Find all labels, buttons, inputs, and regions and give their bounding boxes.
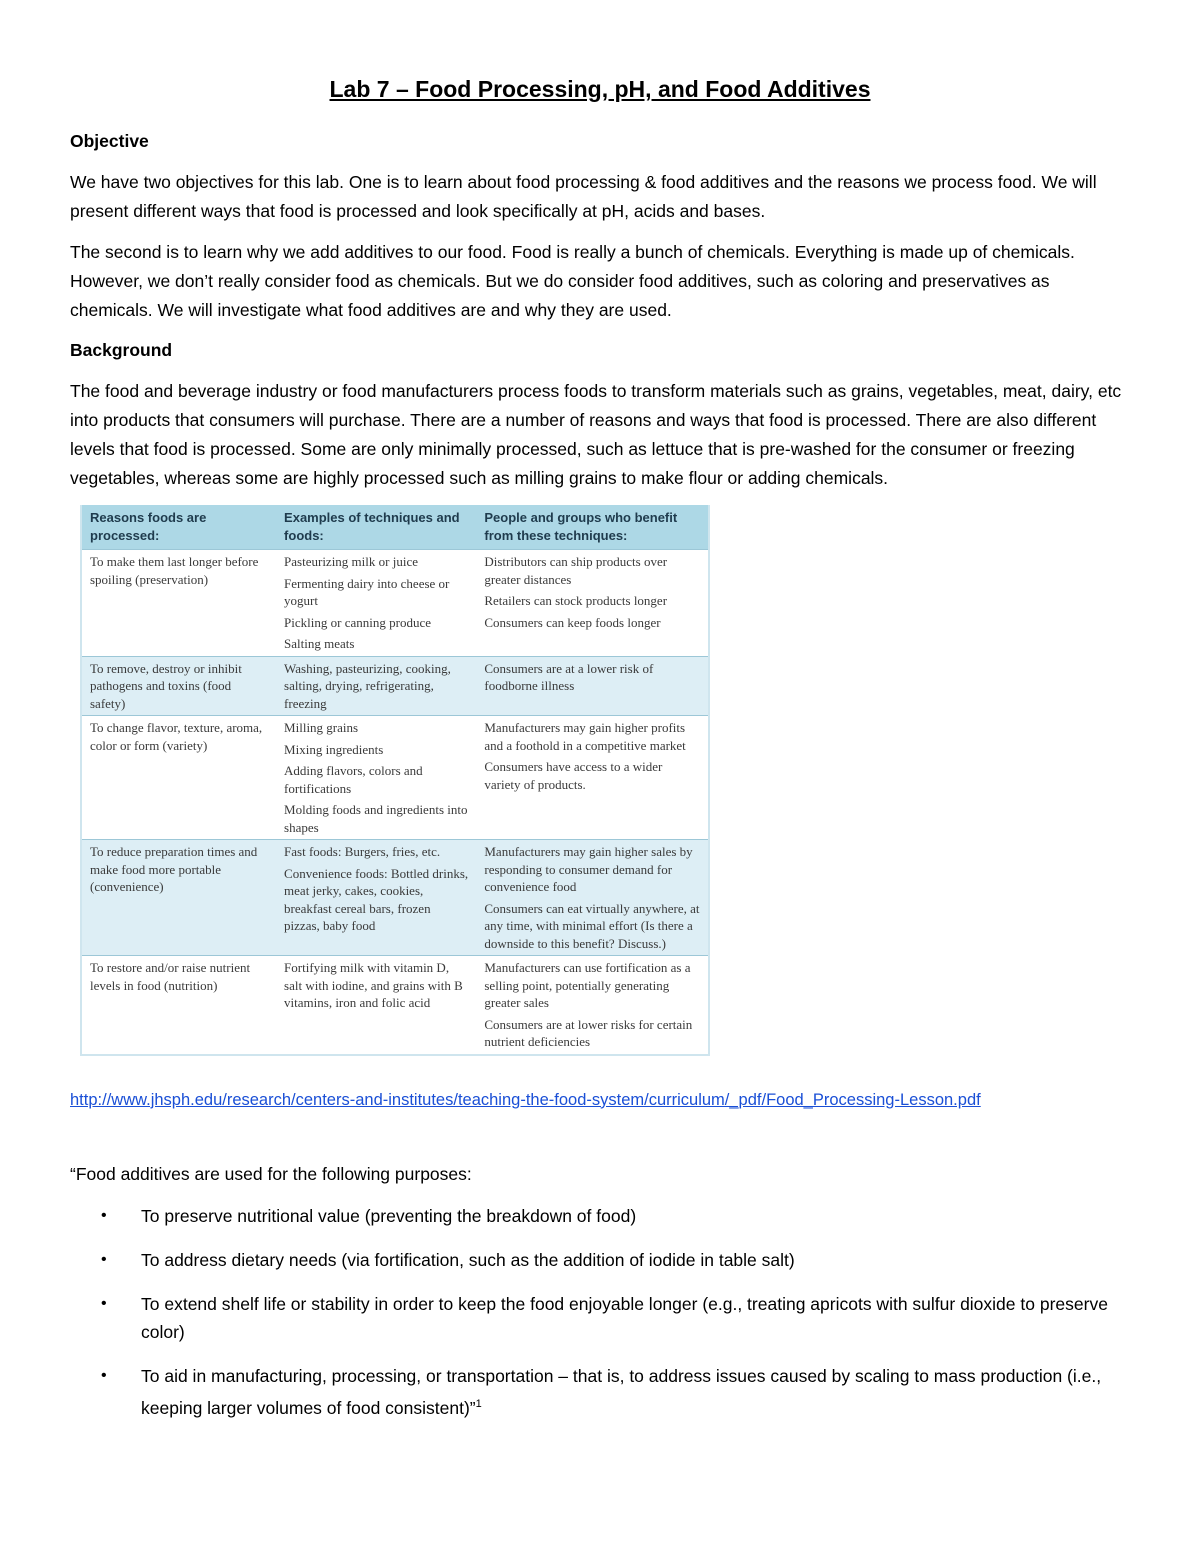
additives-purpose-list [70, 1202, 1130, 1422]
example-item: Fortifying milk with vitamin D, salt with iodine, and grains with B vitamins, iron and folic acid [284, 960, 463, 1010]
example-item: Mixing ingredients [284, 741, 384, 757]
bullet-icon: • [101, 1250, 107, 1268]
examples-cell [276, 840, 476, 956]
table-header-examples: Examples of techniques and foods: [276, 505, 476, 550]
example-item: Adding flavors, colors and fortifications [284, 763, 423, 796]
reason-cell: To make them last longer before spoiling (preservation) [82, 550, 276, 657]
benefit-item: Retailers can stock products longer [484, 593, 668, 608]
example-item: Fermenting dairy into cheese or yogurt [284, 575, 450, 608]
list-item [70, 1202, 1130, 1230]
benefit-item: Consumers have access to a wider variety of products. [484, 759, 663, 792]
benefits-cell [476, 840, 708, 956]
examples-cell [276, 550, 476, 657]
benefit-item: Distributors can ship products over greater distances [484, 554, 668, 587]
benefit-item: Consumers are at a lower risk of foodborne illness [484, 660, 654, 693]
example-item: Salting meats [284, 636, 355, 651]
list-item [70, 1362, 1130, 1422]
table-row [82, 656, 708, 716]
list-item-text: To preserve nutritional value (preventing the breakdown of food) [141, 1205, 637, 1226]
objective-paragraph-1: We have two objectives for this lab. One is to learn about food processing & food additives and the reasons we process food. We will present different ways that food is processed and look specifically at pH, acids and bases. [70, 172, 1097, 221]
list-item-text: To aid in manufacturing, processing, or transportation – that is, to address issues caused by scaling to mass production (i.e., keeping larger volumes of food consistent)” [141, 1365, 1102, 1418]
benefit-item: Manufacturers may gain higher profits and a foothold in a competitive market [484, 720, 686, 753]
benefit-item: Consumers are at lower risks for certain nutrient deficiencies [484, 1016, 693, 1049]
example-item: Pasteurizing milk or juice [284, 554, 418, 569]
processing-reasons-table [82, 505, 708, 1054]
example-item: Pickling or canning produce [284, 614, 431, 630]
reason-cell: To restore and/or raise nutrient levels in food (nutrition) [82, 956, 276, 1054]
example-item: Molding foods and ingredients into shapes [284, 802, 468, 835]
examples-cell [276, 656, 476, 716]
background-heading: Background [70, 340, 173, 360]
table-header-reasons: Reasons foods are processed: [82, 505, 276, 550]
examples-cell [276, 716, 476, 840]
list-item-text: To address dietary needs (via fortification, such as the addition of iodide in table salt) [141, 1249, 795, 1270]
reason-cell: To remove, destroy or inhibit pathogens and toxins (food safety) [82, 656, 276, 716]
example-item: Fast foods: Burgers, fries, etc. [284, 844, 441, 859]
additives-intro: “Food additives are used for the following purposes: [70, 1163, 472, 1184]
benefits-cell [476, 956, 708, 1054]
reason-cell: To change flavor, texture, aroma, color or form (variety) [82, 716, 276, 840]
benefits-cell [476, 656, 708, 716]
benefit-item: Consumers can eat virtually anywhere, at any time, with minimal effort (Is there a downside to this benefit? Discuss.) [484, 900, 700, 951]
footnote-marker: 1 [475, 1397, 482, 1410]
benefits-cell [476, 716, 708, 840]
bullet-icon: • [101, 1294, 107, 1312]
benefit-item: Consumers can keep foods longer [484, 614, 661, 630]
processing-reasons-table-image [80, 505, 710, 1056]
page-title: Lab 7 – Food Processing, pH, and Food Additives [329, 76, 871, 102]
example-item: Milling grains [284, 720, 359, 735]
benefits-cell [476, 550, 708, 657]
table-row [82, 550, 708, 657]
bullet-icon: • [101, 1366, 107, 1384]
objective-paragraph-2: The second is to learn why we add additives to our food. Food is really a bunch of chemicals. Everything is made up of chemicals. However, we don’t really consider food as chemicals. But we do consider food additives, such as coloring and preservatives as chemicals. We will investigate what food additives are and why they are used. [70, 242, 1075, 320]
objective-heading: Objective [70, 131, 149, 151]
table-row [82, 840, 708, 956]
table-row [82, 956, 708, 1054]
examples-cell [276, 956, 476, 1054]
benefit-item: Manufacturers can use fortification as a selling point, potentially generating greater sales [484, 960, 691, 1010]
table-row [82, 716, 708, 840]
example-item: Convenience foods: Bottled drinks, meat jerky, cakes, cookies, breakfast cereal bars, frozen pizzas, baby food [284, 865, 469, 933]
reason-cell: To reduce preparation times and make food more portable (convenience) [82, 840, 276, 956]
benefit-item: Manufacturers may gain higher sales by responding to consumer demand for convenience food [484, 844, 693, 894]
bullet-icon: • [101, 1206, 107, 1224]
source-link[interactable]: http://www.jhsph.edu/research/centers-and-institutes/teaching-the-food-system/curriculum/_pdf/Food_Processing-Lesson.pdf [70, 1090, 981, 1109]
list-item [70, 1246, 1130, 1274]
document-page [70, 74, 1130, 1437]
list-item [70, 1290, 1130, 1346]
list-item-text: To extend shelf life or stability in order to keep the food enjoyable longer (e.g., treating apricots with sulfur dioxide to preserve color) [141, 1293, 1108, 1342]
background-paragraph: The food and beverage industry or food manufacturers process foods to transform materials such as grains, vegetables, meat, dairy, etc into products that consumers will purchase. There are a number of reasons and ways that food is processed. There are also different levels that food is processed. Some are only minimally processed, such as lettuce that is pre-washed for the consumer or freezing vegetables, whereas some are highly processed such as milling grains to make flour or adding chemicals. [70, 381, 1122, 488]
table-header-benefits: People and groups who benefit from these techniques: [476, 505, 708, 550]
example-item: Washing, pasteurizing, cooking, salting, drying, refrigerating, freezing [284, 660, 451, 711]
